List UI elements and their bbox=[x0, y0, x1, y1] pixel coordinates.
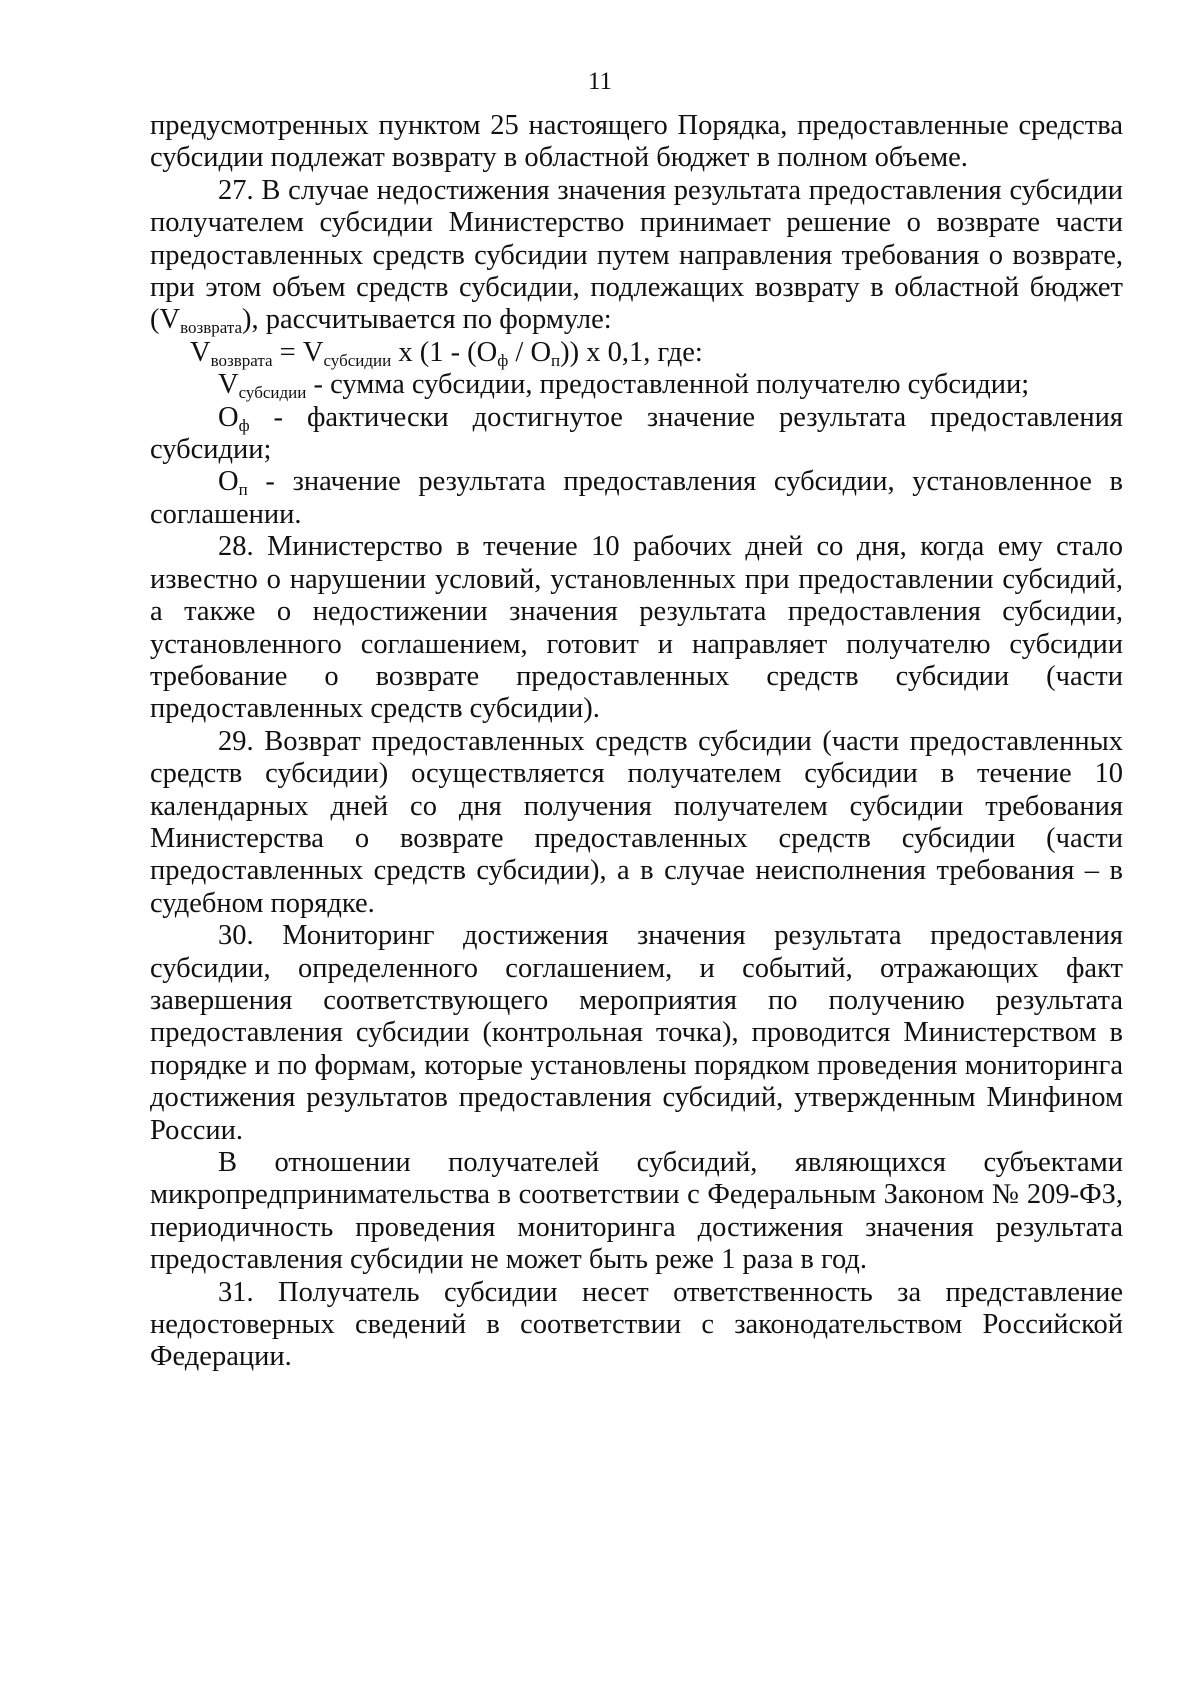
document-body bbox=[150, 110, 1123, 1374]
page-number: 11 bbox=[587, 68, 613, 95]
definition-o-plan: $О_п$ - значение результата предоставления субсидии, установленное в соглашении. bbox=[150, 466, 1123, 530]
paragraph-28: 28. Министерство в течение 10 рабочих дней со дня, когда ему стало известно о нарушении условий, установленных при предоставлении субсидий, а также о недостижении значения результата предоставления субсидии, установленного соглашением, готовит и направляет получателю субсидии требование о возврате предоставленных средств субсидии (части предоставленных средств субсидии). bbox=[150, 531, 1123, 725]
paragraph-31: 31. Получатель субсидии несет ответственность за представление недостоверных сведений в соответствии с законодательством Российской Федерации. bbox=[150, 1276, 1123, 1373]
paragraph-30-monitoring: В отношении получателей субсидий, являющихся субъектами микропредпринимательства в соответствии с Федеральным Законом № 209-ФЗ, периодичность проведения мониторинга достижения значения результата предоставления субсидии не может быть реже 1 раза в год. bbox=[150, 1147, 1123, 1276]
paragraph-30: 30. Мониторинг достижения значения результата предоставления субсидии, определенного соглашением, и событий, отражающих факт завершения соответствующего мероприятия по получению результата предоставления субсидии (контрольная точка), проводится Министерством в порядке и по формам, которые установлены порядком проведения мониторинга достижения результатов предоставления субсидий, утвержденным Минфином России. bbox=[150, 920, 1123, 1146]
paragraph-29: 29. Возврат предоставленных средств субсидии (части предоставленных средств субсидии) осуществляется получателем субсидии в течение 10 календарных дней со дня получения получателем субсидии требования Министерства о возврате предоставленных средств субсидии (части предоставленных средств субсидии), а в случае неисполнения требования – в судебном порядке. bbox=[150, 725, 1123, 919]
definition-o-fact: $О_ф$ - фактически достигнутое значение результата предоставления субсидии; bbox=[150, 401, 1123, 466]
definition-v-subsidy: $V_{субсидии}$ - сумма субсидии, предоставленной получателю субсидии; bbox=[218, 369, 1030, 403]
paragraph-27: 27. В случае недостижения значения результата предоставления субсидии получателем субсидии Министерство принимает решение о возврате части предоставленных средств субсидии путем направления требования о возврате, при этом объем средств субсидии, подлежащих возврату в областной бюджет $(V_{возврата})$, рассчитывается по формуле: bbox=[150, 174, 1123, 338]
formula: $V_{возврата} = V_{субсидии}$ х $(1 - (О_ф / О_п))$ х 0,1, где: bbox=[190, 336, 703, 370]
paragraph-continuation: предусмотренных пунктом 25 настоящего Порядка, предоставленные средства субсидии подлежат возврату в областной бюджет в полном объеме. bbox=[150, 110, 1123, 174]
